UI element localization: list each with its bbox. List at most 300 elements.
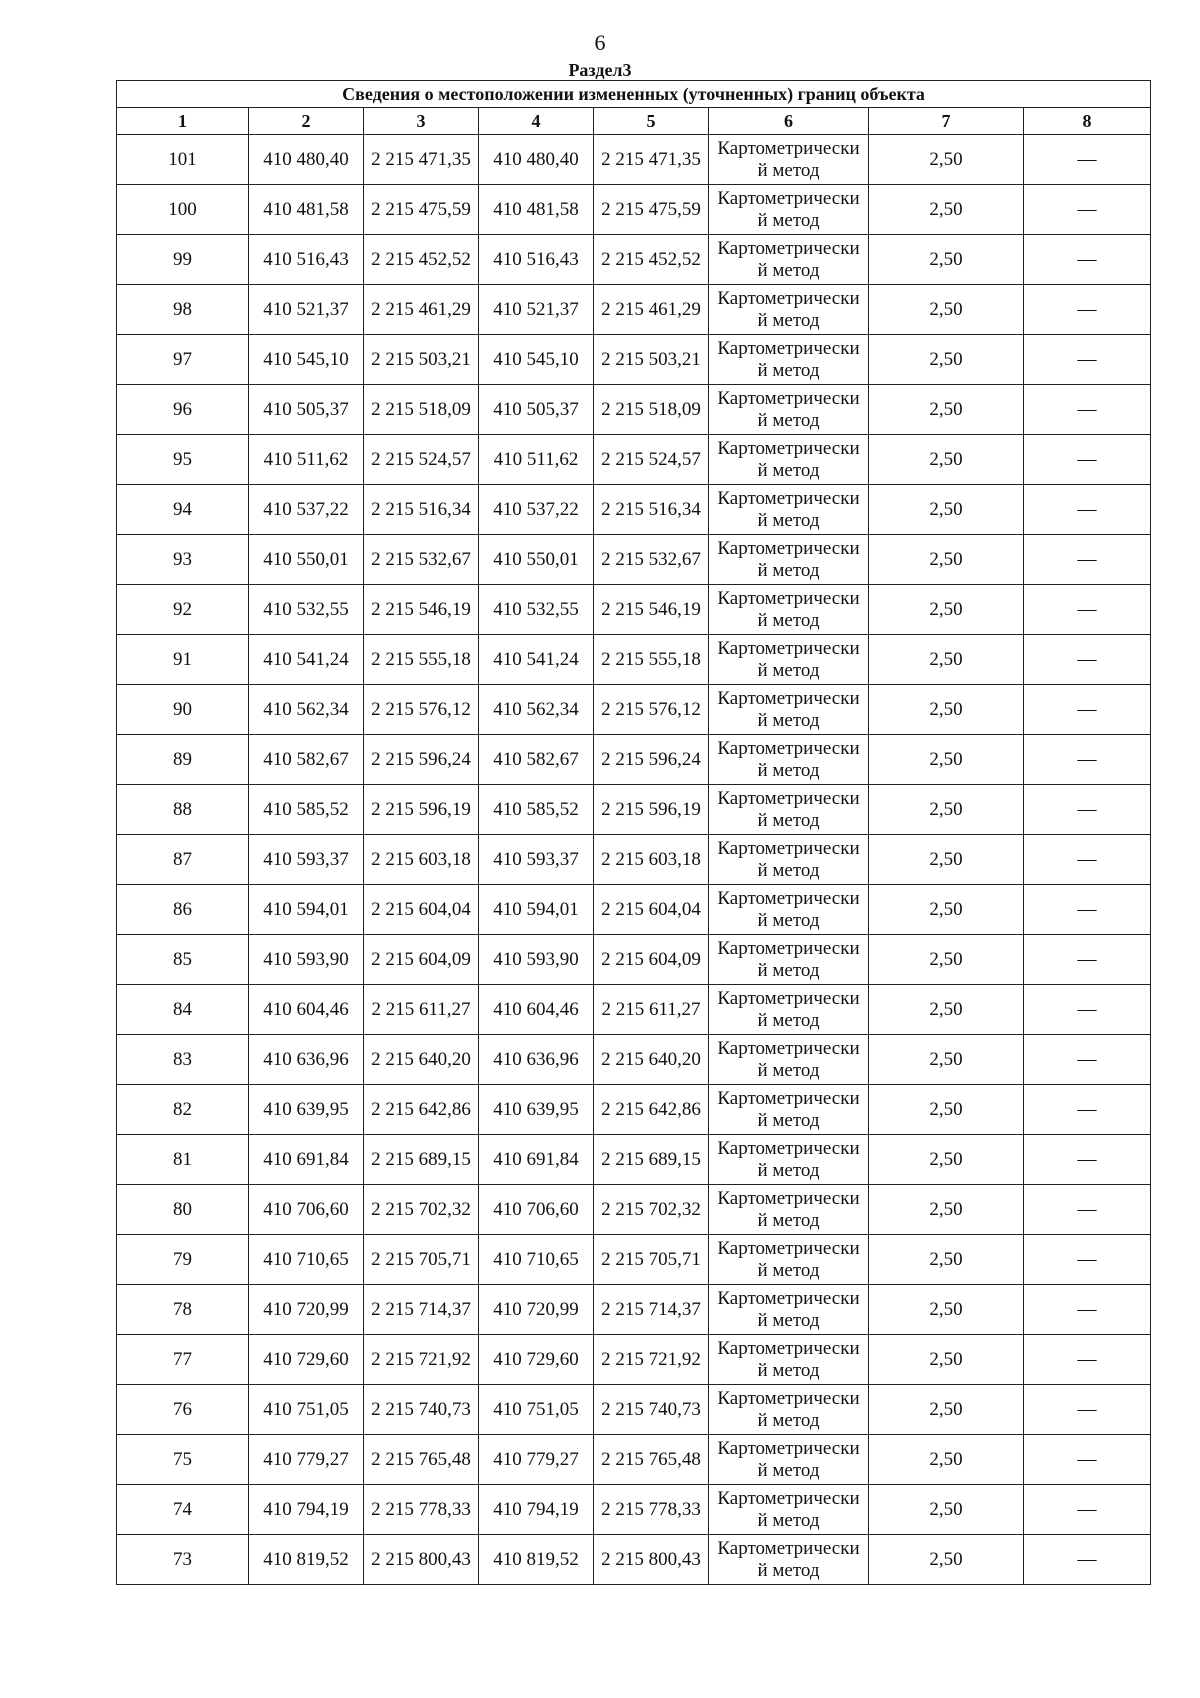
y-old-cell: 2 215 576,12 <box>364 685 479 735</box>
note-cell: — <box>1024 1335 1151 1385</box>
table-row <box>117 1085 1151 1135</box>
table-row <box>117 135 1151 185</box>
method-line-1: Картометрически <box>717 1237 860 1259</box>
y-new-cell: 2 215 702,32 <box>594 1185 709 1235</box>
method-cell <box>709 785 869 835</box>
method-cell <box>709 1285 869 1335</box>
method-line-2: й метод <box>757 1559 820 1581</box>
y-old-cell: 2 215 800,43 <box>364 1535 479 1585</box>
y-new-cell: 2 215 503,21 <box>594 335 709 385</box>
x-old-cell: 410 521,37 <box>249 285 364 335</box>
method-line-1: Картометрически <box>717 1337 860 1359</box>
point-number-cell: 86 <box>117 885 249 935</box>
y-old-cell: 2 215 532,67 <box>364 535 479 585</box>
x-new-cell: 410 505,37 <box>479 385 594 435</box>
table-row <box>117 1385 1151 1435</box>
y-new-cell: 2 215 518,09 <box>594 385 709 435</box>
method-line-2: й метод <box>757 1109 820 1131</box>
y-new-cell: 2 215 532,67 <box>594 535 709 585</box>
y-new-cell: 2 215 524,57 <box>594 435 709 485</box>
x-old-cell: 410 582,67 <box>249 735 364 785</box>
y-old-cell: 2 215 503,21 <box>364 335 479 385</box>
y-new-cell: 2 215 705,71 <box>594 1235 709 1285</box>
x-new-cell: 410 706,60 <box>479 1185 594 1235</box>
note-cell: — <box>1024 385 1151 435</box>
note-cell: — <box>1024 1485 1151 1535</box>
table-row <box>117 985 1151 1035</box>
y-old-cell: 2 215 689,15 <box>364 1135 479 1185</box>
note-cell: — <box>1024 335 1151 385</box>
method-cell <box>709 985 869 1035</box>
note-cell: — <box>1024 435 1151 485</box>
x-new-cell: 410 594,01 <box>479 885 594 935</box>
y-old-cell: 2 215 740,73 <box>364 1385 479 1435</box>
method-line-1: Картометрически <box>717 187 860 209</box>
accuracy-cell: 2,50 <box>869 935 1024 985</box>
y-old-cell: 2 215 765,48 <box>364 1435 479 1485</box>
method-line-1: Картометрически <box>717 487 860 509</box>
point-number-cell: 89 <box>117 735 249 785</box>
x-old-cell: 410 779,27 <box>249 1435 364 1485</box>
method-cell <box>709 735 869 785</box>
method-cell <box>709 185 869 235</box>
note-cell: — <box>1024 135 1151 185</box>
point-number-cell: 101 <box>117 135 249 185</box>
accuracy-cell: 2,50 <box>869 185 1024 235</box>
y-old-cell: 2 215 702,32 <box>364 1185 479 1235</box>
accuracy-cell: 2,50 <box>869 1285 1024 1335</box>
x-new-cell: 410 636,96 <box>479 1035 594 1085</box>
method-line-2: й метод <box>757 809 820 831</box>
method-cell <box>709 1385 869 1435</box>
accuracy-cell: 2,50 <box>869 335 1024 385</box>
point-number-cell: 76 <box>117 1385 249 1435</box>
table-row <box>117 185 1151 235</box>
x-old-cell: 410 794,19 <box>249 1485 364 1535</box>
table-row <box>117 1235 1151 1285</box>
method-line-2: й метод <box>757 1009 820 1031</box>
x-old-cell: 410 819,52 <box>249 1535 364 1585</box>
point-number-cell: 78 <box>117 1285 249 1335</box>
accuracy-cell: 2,50 <box>869 735 1024 785</box>
x-old-cell: 410 636,96 <box>249 1035 364 1085</box>
method-cell <box>709 135 869 185</box>
method-line-1: Картометрически <box>717 837 860 859</box>
column-number: 5 <box>594 108 709 135</box>
x-old-cell: 410 593,90 <box>249 935 364 985</box>
x-old-cell: 410 706,60 <box>249 1185 364 1235</box>
method-line-1: Картометрически <box>717 387 860 409</box>
method-cell <box>709 685 869 735</box>
table-caption-row <box>117 81 1151 108</box>
accuracy-cell: 2,50 <box>869 235 1024 285</box>
column-number: 8 <box>1024 108 1151 135</box>
y-new-cell: 2 215 546,19 <box>594 585 709 635</box>
x-old-cell: 410 562,34 <box>249 685 364 735</box>
point-number-cell: 75 <box>117 1435 249 1485</box>
method-line-2: й метод <box>757 859 820 881</box>
point-number-cell: 74 <box>117 1485 249 1535</box>
table-row <box>117 1285 1151 1335</box>
method-line-1: Картометрически <box>717 1187 860 1209</box>
y-old-cell: 2 215 640,20 <box>364 1035 479 1085</box>
note-cell: — <box>1024 1285 1151 1335</box>
point-number-cell: 80 <box>117 1185 249 1235</box>
column-number: 7 <box>869 108 1024 135</box>
note-cell: — <box>1024 635 1151 685</box>
method-line-1: Картометрически <box>717 987 860 1009</box>
method-cell <box>709 585 869 635</box>
point-number-cell: 96 <box>117 385 249 435</box>
method-line-1: Картометрически <box>717 1037 860 1059</box>
y-new-cell: 2 215 555,18 <box>594 635 709 685</box>
y-old-cell: 2 215 555,18 <box>364 635 479 685</box>
method-cell <box>709 285 869 335</box>
y-new-cell: 2 215 461,29 <box>594 285 709 335</box>
method-line-1: Картометрически <box>717 1287 860 1309</box>
x-old-cell: 410 516,43 <box>249 235 364 285</box>
x-new-cell: 410 532,55 <box>479 585 594 635</box>
x-new-cell: 410 480,40 <box>479 135 594 185</box>
method-cell <box>709 1535 869 1585</box>
column-number: 4 <box>479 108 594 135</box>
y-old-cell: 2 215 596,24 <box>364 735 479 785</box>
x-new-cell: 410 541,24 <box>479 635 594 685</box>
point-number-cell: 85 <box>117 935 249 985</box>
method-cell <box>709 835 869 885</box>
table-row <box>117 585 1151 635</box>
method-line-1: Картометрически <box>717 937 860 959</box>
point-number-cell: 73 <box>117 1535 249 1585</box>
point-number-cell: 77 <box>117 1335 249 1385</box>
x-old-cell: 410 537,22 <box>249 485 364 535</box>
note-cell: — <box>1024 235 1151 285</box>
accuracy-cell: 2,50 <box>869 1185 1024 1235</box>
y-old-cell: 2 215 461,29 <box>364 285 479 335</box>
method-cell <box>709 1035 869 1085</box>
note-cell: — <box>1024 1035 1151 1085</box>
x-old-cell: 410 481,58 <box>249 185 364 235</box>
x-old-cell: 410 505,37 <box>249 385 364 435</box>
point-number-cell: 94 <box>117 485 249 535</box>
column-number: 3 <box>364 108 479 135</box>
x-new-cell: 410 710,65 <box>479 1235 594 1285</box>
x-old-cell: 410 720,99 <box>249 1285 364 1335</box>
table-row <box>117 1185 1151 1235</box>
method-line-2: й метод <box>757 309 820 331</box>
point-number-cell: 91 <box>117 635 249 685</box>
method-line-1: Картометрически <box>717 887 860 909</box>
column-number-row <box>117 108 1151 135</box>
method-line-2: й метод <box>757 959 820 981</box>
x-new-cell: 410 819,52 <box>479 1535 594 1585</box>
table-caption: Сведения о местоположении измененных (уточненных) границ объекта <box>117 81 1151 108</box>
accuracy-cell: 2,50 <box>869 485 1024 535</box>
accuracy-cell: 2,50 <box>869 1135 1024 1185</box>
x-new-cell: 410 550,01 <box>479 535 594 585</box>
y-old-cell: 2 215 705,71 <box>364 1235 479 1285</box>
method-line-2: й метод <box>757 409 820 431</box>
method-cell <box>709 385 869 435</box>
table-row <box>117 535 1151 585</box>
table-row <box>117 685 1151 735</box>
y-old-cell: 2 215 546,19 <box>364 585 479 635</box>
y-old-cell: 2 215 518,09 <box>364 385 479 435</box>
x-new-cell: 410 604,46 <box>479 985 594 1035</box>
method-cell <box>709 485 869 535</box>
note-cell: — <box>1024 1085 1151 1135</box>
x-old-cell: 410 545,10 <box>249 335 364 385</box>
x-new-cell: 410 779,27 <box>479 1435 594 1485</box>
method-line-1: Картометрически <box>717 537 860 559</box>
x-old-cell: 410 729,60 <box>249 1335 364 1385</box>
method-line-1: Картометрически <box>717 437 860 459</box>
column-number: 2 <box>249 108 364 135</box>
table-row <box>117 1485 1151 1535</box>
accuracy-cell: 2,50 <box>869 385 1024 435</box>
y-old-cell: 2 215 452,52 <box>364 235 479 285</box>
table-row <box>117 235 1151 285</box>
method-cell <box>709 1485 869 1535</box>
y-old-cell: 2 215 596,19 <box>364 785 479 835</box>
note-cell: — <box>1024 1385 1151 1435</box>
x-old-cell: 410 710,65 <box>249 1235 364 1285</box>
note-cell: — <box>1024 485 1151 535</box>
page-number: 6 <box>594 30 606 55</box>
method-line-2: й метод <box>757 459 820 481</box>
x-old-cell: 410 594,01 <box>249 885 364 935</box>
y-new-cell: 2 215 604,04 <box>594 885 709 935</box>
method-cell <box>709 435 869 485</box>
note-cell: — <box>1024 585 1151 635</box>
method-line-2: й метод <box>757 1309 820 1331</box>
y-old-cell: 2 215 603,18 <box>364 835 479 885</box>
table-body <box>117 135 1151 1585</box>
method-line-1: Картометрически <box>717 1537 860 1559</box>
note-cell: — <box>1024 185 1151 235</box>
accuracy-cell: 2,50 <box>869 1535 1024 1585</box>
x-old-cell: 410 691,84 <box>249 1135 364 1185</box>
note-cell: — <box>1024 885 1151 935</box>
accuracy-cell: 2,50 <box>869 1235 1024 1285</box>
method-cell <box>709 235 869 285</box>
point-number-cell: 100 <box>117 185 249 235</box>
x-old-cell: 410 511,62 <box>249 435 364 485</box>
method-line-2: й метод <box>757 1509 820 1531</box>
accuracy-cell: 2,50 <box>869 785 1024 835</box>
x-new-cell: 410 582,67 <box>479 735 594 785</box>
y-new-cell: 2 215 516,34 <box>594 485 709 535</box>
note-cell: — <box>1024 735 1151 785</box>
x-new-cell: 410 729,60 <box>479 1335 594 1385</box>
column-number: 1 <box>117 108 249 135</box>
accuracy-cell: 2,50 <box>869 685 1024 735</box>
method-line-2: й метод <box>757 1059 820 1081</box>
method-cell <box>709 1435 869 1485</box>
table-row <box>117 1435 1151 1485</box>
method-line-2: й метод <box>757 1259 820 1281</box>
x-old-cell: 410 532,55 <box>249 585 364 635</box>
table-row <box>117 1135 1151 1185</box>
accuracy-cell: 2,50 <box>869 1085 1024 1135</box>
y-new-cell: 2 215 740,73 <box>594 1385 709 1435</box>
point-number-cell: 88 <box>117 785 249 835</box>
y-old-cell: 2 215 475,59 <box>364 185 479 235</box>
method-line-2: й метод <box>757 1409 820 1431</box>
accuracy-cell: 2,50 <box>869 1335 1024 1385</box>
point-number-cell: 81 <box>117 1135 249 1185</box>
table-row <box>117 335 1151 385</box>
y-new-cell: 2 215 611,27 <box>594 985 709 1035</box>
accuracy-cell: 2,50 <box>869 1485 1024 1535</box>
method-line-2: й метод <box>757 609 820 631</box>
boundary-coordinates-table <box>116 80 1151 1585</box>
method-cell <box>709 1135 869 1185</box>
x-old-cell: 410 639,95 <box>249 1085 364 1135</box>
point-number-cell: 97 <box>117 335 249 385</box>
method-line-2: й метод <box>757 909 820 931</box>
y-old-cell: 2 215 604,09 <box>364 935 479 985</box>
y-old-cell: 2 215 778,33 <box>364 1485 479 1535</box>
x-new-cell: 410 593,90 <box>479 935 594 985</box>
x-old-cell: 410 604,46 <box>249 985 364 1035</box>
method-line-1: Картометрически <box>717 1137 860 1159</box>
point-number-cell: 79 <box>117 1235 249 1285</box>
y-new-cell: 2 215 596,24 <box>594 735 709 785</box>
x-old-cell: 410 585,52 <box>249 785 364 835</box>
method-line-1: Картометрически <box>717 1387 860 1409</box>
note-cell: — <box>1024 1135 1151 1185</box>
method-cell <box>709 335 869 385</box>
point-number-cell: 82 <box>117 1085 249 1135</box>
point-number-cell: 93 <box>117 535 249 585</box>
method-line-2: й метод <box>757 709 820 731</box>
x-new-cell: 410 545,10 <box>479 335 594 385</box>
table-row <box>117 385 1151 435</box>
section-title: Раздел3 <box>568 60 632 80</box>
accuracy-cell: 2,50 <box>869 1435 1024 1485</box>
method-line-2: й метод <box>757 209 820 231</box>
method-line-2: й метод <box>757 509 820 531</box>
method-line-2: й метод <box>757 659 820 681</box>
method-line-1: Картометрически <box>717 237 860 259</box>
method-line-1: Картометрически <box>717 637 860 659</box>
y-old-cell: 2 215 604,04 <box>364 885 479 935</box>
note-cell: — <box>1024 1435 1151 1485</box>
note-cell: — <box>1024 285 1151 335</box>
method-cell <box>709 935 869 985</box>
y-new-cell: 2 215 640,20 <box>594 1035 709 1085</box>
table-row <box>117 485 1151 535</box>
x-new-cell: 410 585,52 <box>479 785 594 835</box>
x-new-cell: 410 537,22 <box>479 485 594 535</box>
x-new-cell: 410 751,05 <box>479 1385 594 1435</box>
x-new-cell: 410 593,37 <box>479 835 594 885</box>
y-new-cell: 2 215 778,33 <box>594 1485 709 1535</box>
method-line-1: Картометрически <box>717 587 860 609</box>
point-number-cell: 90 <box>117 685 249 735</box>
y-new-cell: 2 215 689,15 <box>594 1135 709 1185</box>
y-old-cell: 2 215 524,57 <box>364 435 479 485</box>
x-new-cell: 410 481,58 <box>479 185 594 235</box>
accuracy-cell: 2,50 <box>869 585 1024 635</box>
y-new-cell: 2 215 765,48 <box>594 1435 709 1485</box>
method-cell <box>709 1235 869 1285</box>
method-line-1: Картометрически <box>717 287 860 309</box>
method-line-1: Картометрически <box>717 1437 860 1459</box>
method-line-1: Картометрически <box>717 1487 860 1509</box>
y-new-cell: 2 215 603,18 <box>594 835 709 885</box>
method-line-2: й метод <box>757 1209 820 1231</box>
x-new-cell: 410 511,62 <box>479 435 594 485</box>
y-old-cell: 2 215 471,35 <box>364 135 479 185</box>
y-new-cell: 2 215 475,59 <box>594 185 709 235</box>
note-cell: — <box>1024 785 1151 835</box>
x-old-cell: 410 593,37 <box>249 835 364 885</box>
x-new-cell: 410 794,19 <box>479 1485 594 1535</box>
accuracy-cell: 2,50 <box>869 135 1024 185</box>
x-new-cell: 410 516,43 <box>479 235 594 285</box>
method-line-2: й метод <box>757 359 820 381</box>
note-cell: — <box>1024 535 1151 585</box>
note-cell: — <box>1024 935 1151 985</box>
table-row <box>117 635 1151 685</box>
accuracy-cell: 2,50 <box>869 1385 1024 1435</box>
point-number-cell: 87 <box>117 835 249 885</box>
y-new-cell: 2 215 721,92 <box>594 1335 709 1385</box>
table-row <box>117 1535 1151 1585</box>
table-row <box>117 435 1151 485</box>
x-old-cell: 410 480,40 <box>249 135 364 185</box>
method-cell <box>709 1185 869 1235</box>
method-cell <box>709 535 869 585</box>
y-old-cell: 2 215 642,86 <box>364 1085 479 1135</box>
note-cell: — <box>1024 1235 1151 1285</box>
accuracy-cell: 2,50 <box>869 985 1024 1035</box>
note-cell: — <box>1024 1185 1151 1235</box>
accuracy-cell: 2,50 <box>869 1035 1024 1085</box>
method-line-2: й метод <box>757 1159 820 1181</box>
point-number-cell: 92 <box>117 585 249 635</box>
point-number-cell: 95 <box>117 435 249 485</box>
table-row <box>117 285 1151 335</box>
y-new-cell: 2 215 471,35 <box>594 135 709 185</box>
table-row <box>117 835 1151 885</box>
x-old-cell: 410 751,05 <box>249 1385 364 1435</box>
method-line-2: й метод <box>757 159 820 181</box>
note-cell: — <box>1024 685 1151 735</box>
table-row <box>117 735 1151 785</box>
method-line-2: й метод <box>757 1359 820 1381</box>
y-new-cell: 2 215 604,09 <box>594 935 709 985</box>
x-old-cell: 410 541,24 <box>249 635 364 685</box>
method-line-1: Картометрически <box>717 787 860 809</box>
method-line-1: Картометрически <box>717 1087 860 1109</box>
table-row <box>117 885 1151 935</box>
column-number: 6 <box>709 108 869 135</box>
y-new-cell: 2 215 452,52 <box>594 235 709 285</box>
method-cell <box>709 1085 869 1135</box>
point-number-cell: 99 <box>117 235 249 285</box>
point-number-cell: 84 <box>117 985 249 1035</box>
y-old-cell: 2 215 721,92 <box>364 1335 479 1385</box>
x-new-cell: 410 691,84 <box>479 1135 594 1185</box>
method-cell <box>709 635 869 685</box>
table-row <box>117 1035 1151 1085</box>
method-cell <box>709 1335 869 1385</box>
y-new-cell: 2 215 596,19 <box>594 785 709 835</box>
note-cell: — <box>1024 1535 1151 1585</box>
